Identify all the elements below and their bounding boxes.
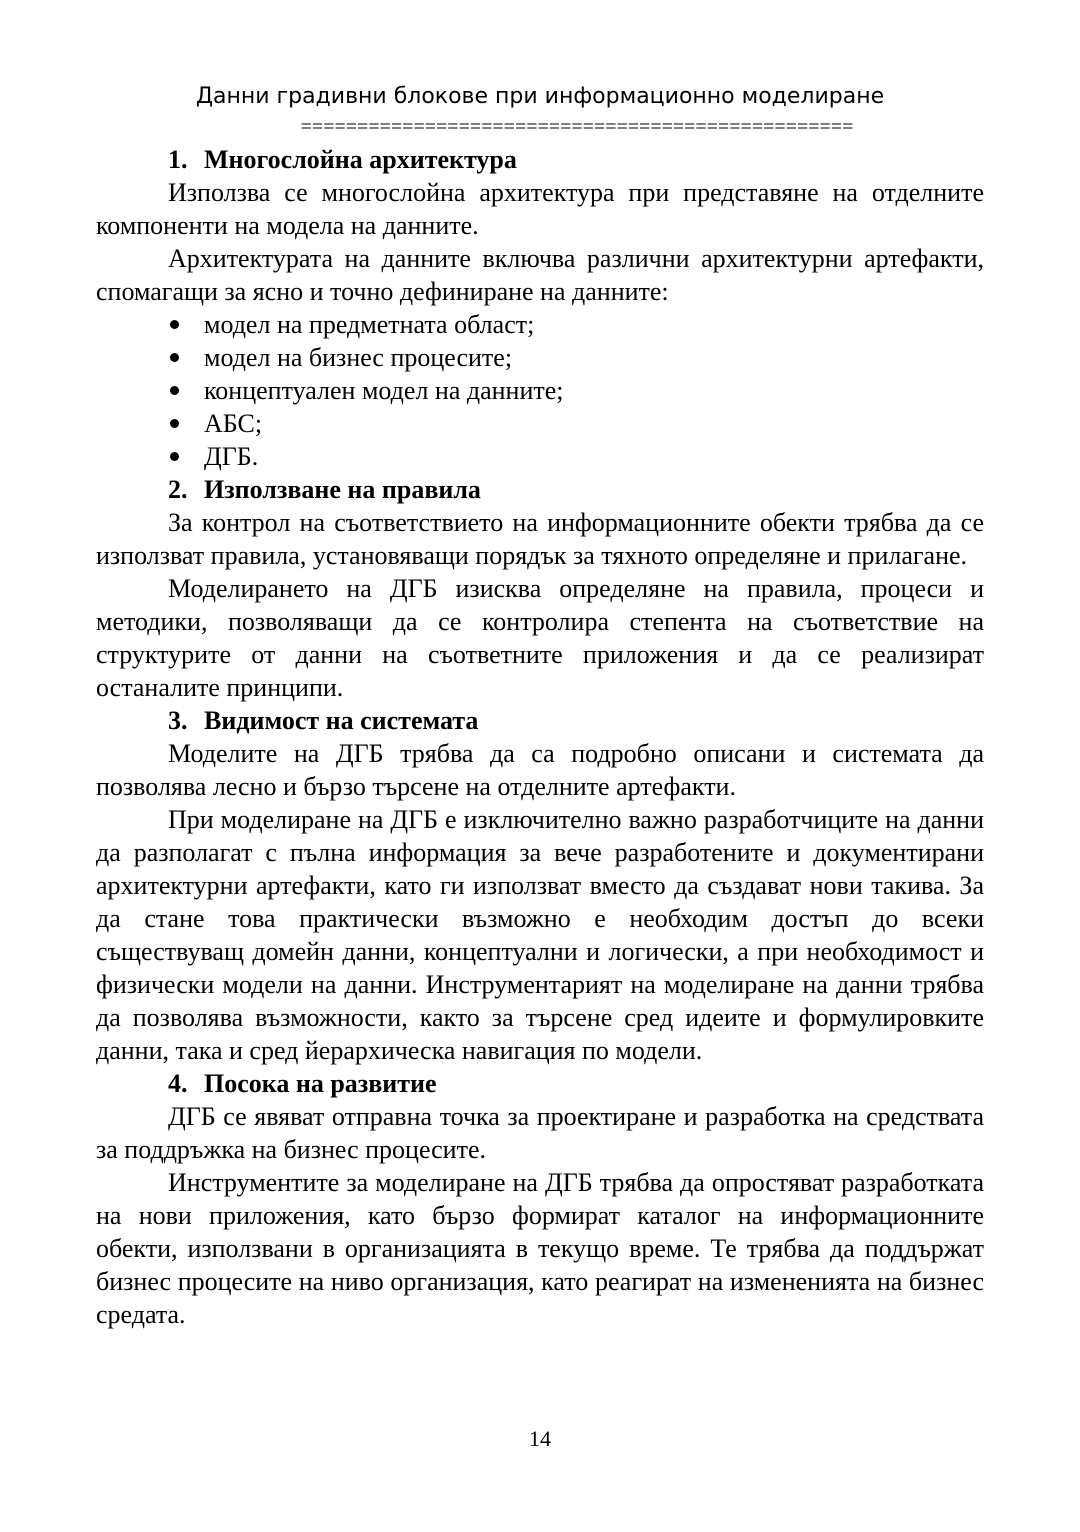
paragraph: Моделите на ДГБ трябва да са подробно описани и системата да позволява лесно и бързо търсене на отделните артефакти. xyxy=(96,739,984,801)
header-rule: ================================================= xyxy=(300,117,854,137)
paragraph: Използва се многослойна архитектура при представяне на отделните компоненти на модела на данните. xyxy=(96,178,984,240)
paragraph: За контрол на съответствието на информационните обекти трябва да се използват правила, установяващи порядък за тяхното определяне и прилагане. xyxy=(96,508,984,570)
bullet-icon xyxy=(170,386,179,395)
paragraph: ДГБ се явяват отправна точка за проектиране и разработка на средствата за поддръжка на бизнес процесите. xyxy=(96,1102,984,1164)
list-item xyxy=(168,407,984,440)
section-title: Посока на развитие xyxy=(204,1069,437,1098)
paragraph: Архитектурата на данните включва различни архитектурни артефакти, спомагащи за ясно и точно дефиниране на данните: xyxy=(96,244,984,306)
list-item xyxy=(168,308,984,341)
paragraph: Моделирането на ДГБ изисква определяне на правила, процеси и методики, позволяващи да се контролира степента на съответствие на структурите от данни на съответните приложения и да се реализират останалите принципи. xyxy=(96,574,984,702)
page-number: 14 xyxy=(529,1426,551,1451)
bullet-icon xyxy=(170,320,179,329)
section-number: 2. xyxy=(168,475,188,504)
list-item xyxy=(168,341,984,374)
list-item-text: концептуален модел на данните; xyxy=(204,376,564,405)
list-item xyxy=(168,440,984,473)
bullet-icon xyxy=(170,419,179,428)
section-title: Използване на правила xyxy=(204,475,481,504)
section-number: 1. xyxy=(168,145,188,174)
list-item-text: ДГБ. xyxy=(204,442,259,471)
list-item xyxy=(168,374,984,407)
running-header: Данни градивни блокове при информационно моделиране xyxy=(195,84,885,109)
paragraph: Инструментите за моделиране на ДГБ трябва да опростяват разработката на нови приложения, като бързо формират каталог на информационните обекти, използвани в организацията в текущо време. Те трябва да поддържат бизнес процесите на ниво организация, като реагират на измененията на бизнес средата. xyxy=(96,1168,984,1329)
list-item-text: модел на предметната област; xyxy=(204,310,535,339)
page-body xyxy=(96,143,984,1331)
list-item-text: АБС; xyxy=(204,409,263,438)
section-title: Видимост на системата xyxy=(204,706,479,735)
section-heading xyxy=(96,704,984,737)
section-heading xyxy=(96,143,984,176)
bullet-icon xyxy=(170,353,179,362)
bullet-list xyxy=(96,308,984,473)
section-title: Многослойна архитектура xyxy=(204,145,517,174)
section-heading xyxy=(96,1067,984,1100)
section-heading xyxy=(96,473,984,506)
paragraph: При моделиране на ДГБ е изключително важно разработчиците на данни да разполагат с пълна информация за вече разработените и документирани архитектурни артефакти, като ги използват вместо да създават нови такива. За да стане това практически възможно е необходим достъп до всеки съществуващ домейн данни, концептуални и логически, а при необходимост и физически модели на данни. Инструментарият на моделиране на данни трябва да позволява възможности, както за търсене сред идеите и формулировките данни, така и сред йерархическа навигация по модели. xyxy=(96,805,984,1065)
section-number: 3. xyxy=(168,706,188,735)
bullet-icon xyxy=(170,452,179,461)
section-number: 4. xyxy=(168,1069,188,1098)
list-item-text: модел на бизнес процесите; xyxy=(204,343,513,372)
